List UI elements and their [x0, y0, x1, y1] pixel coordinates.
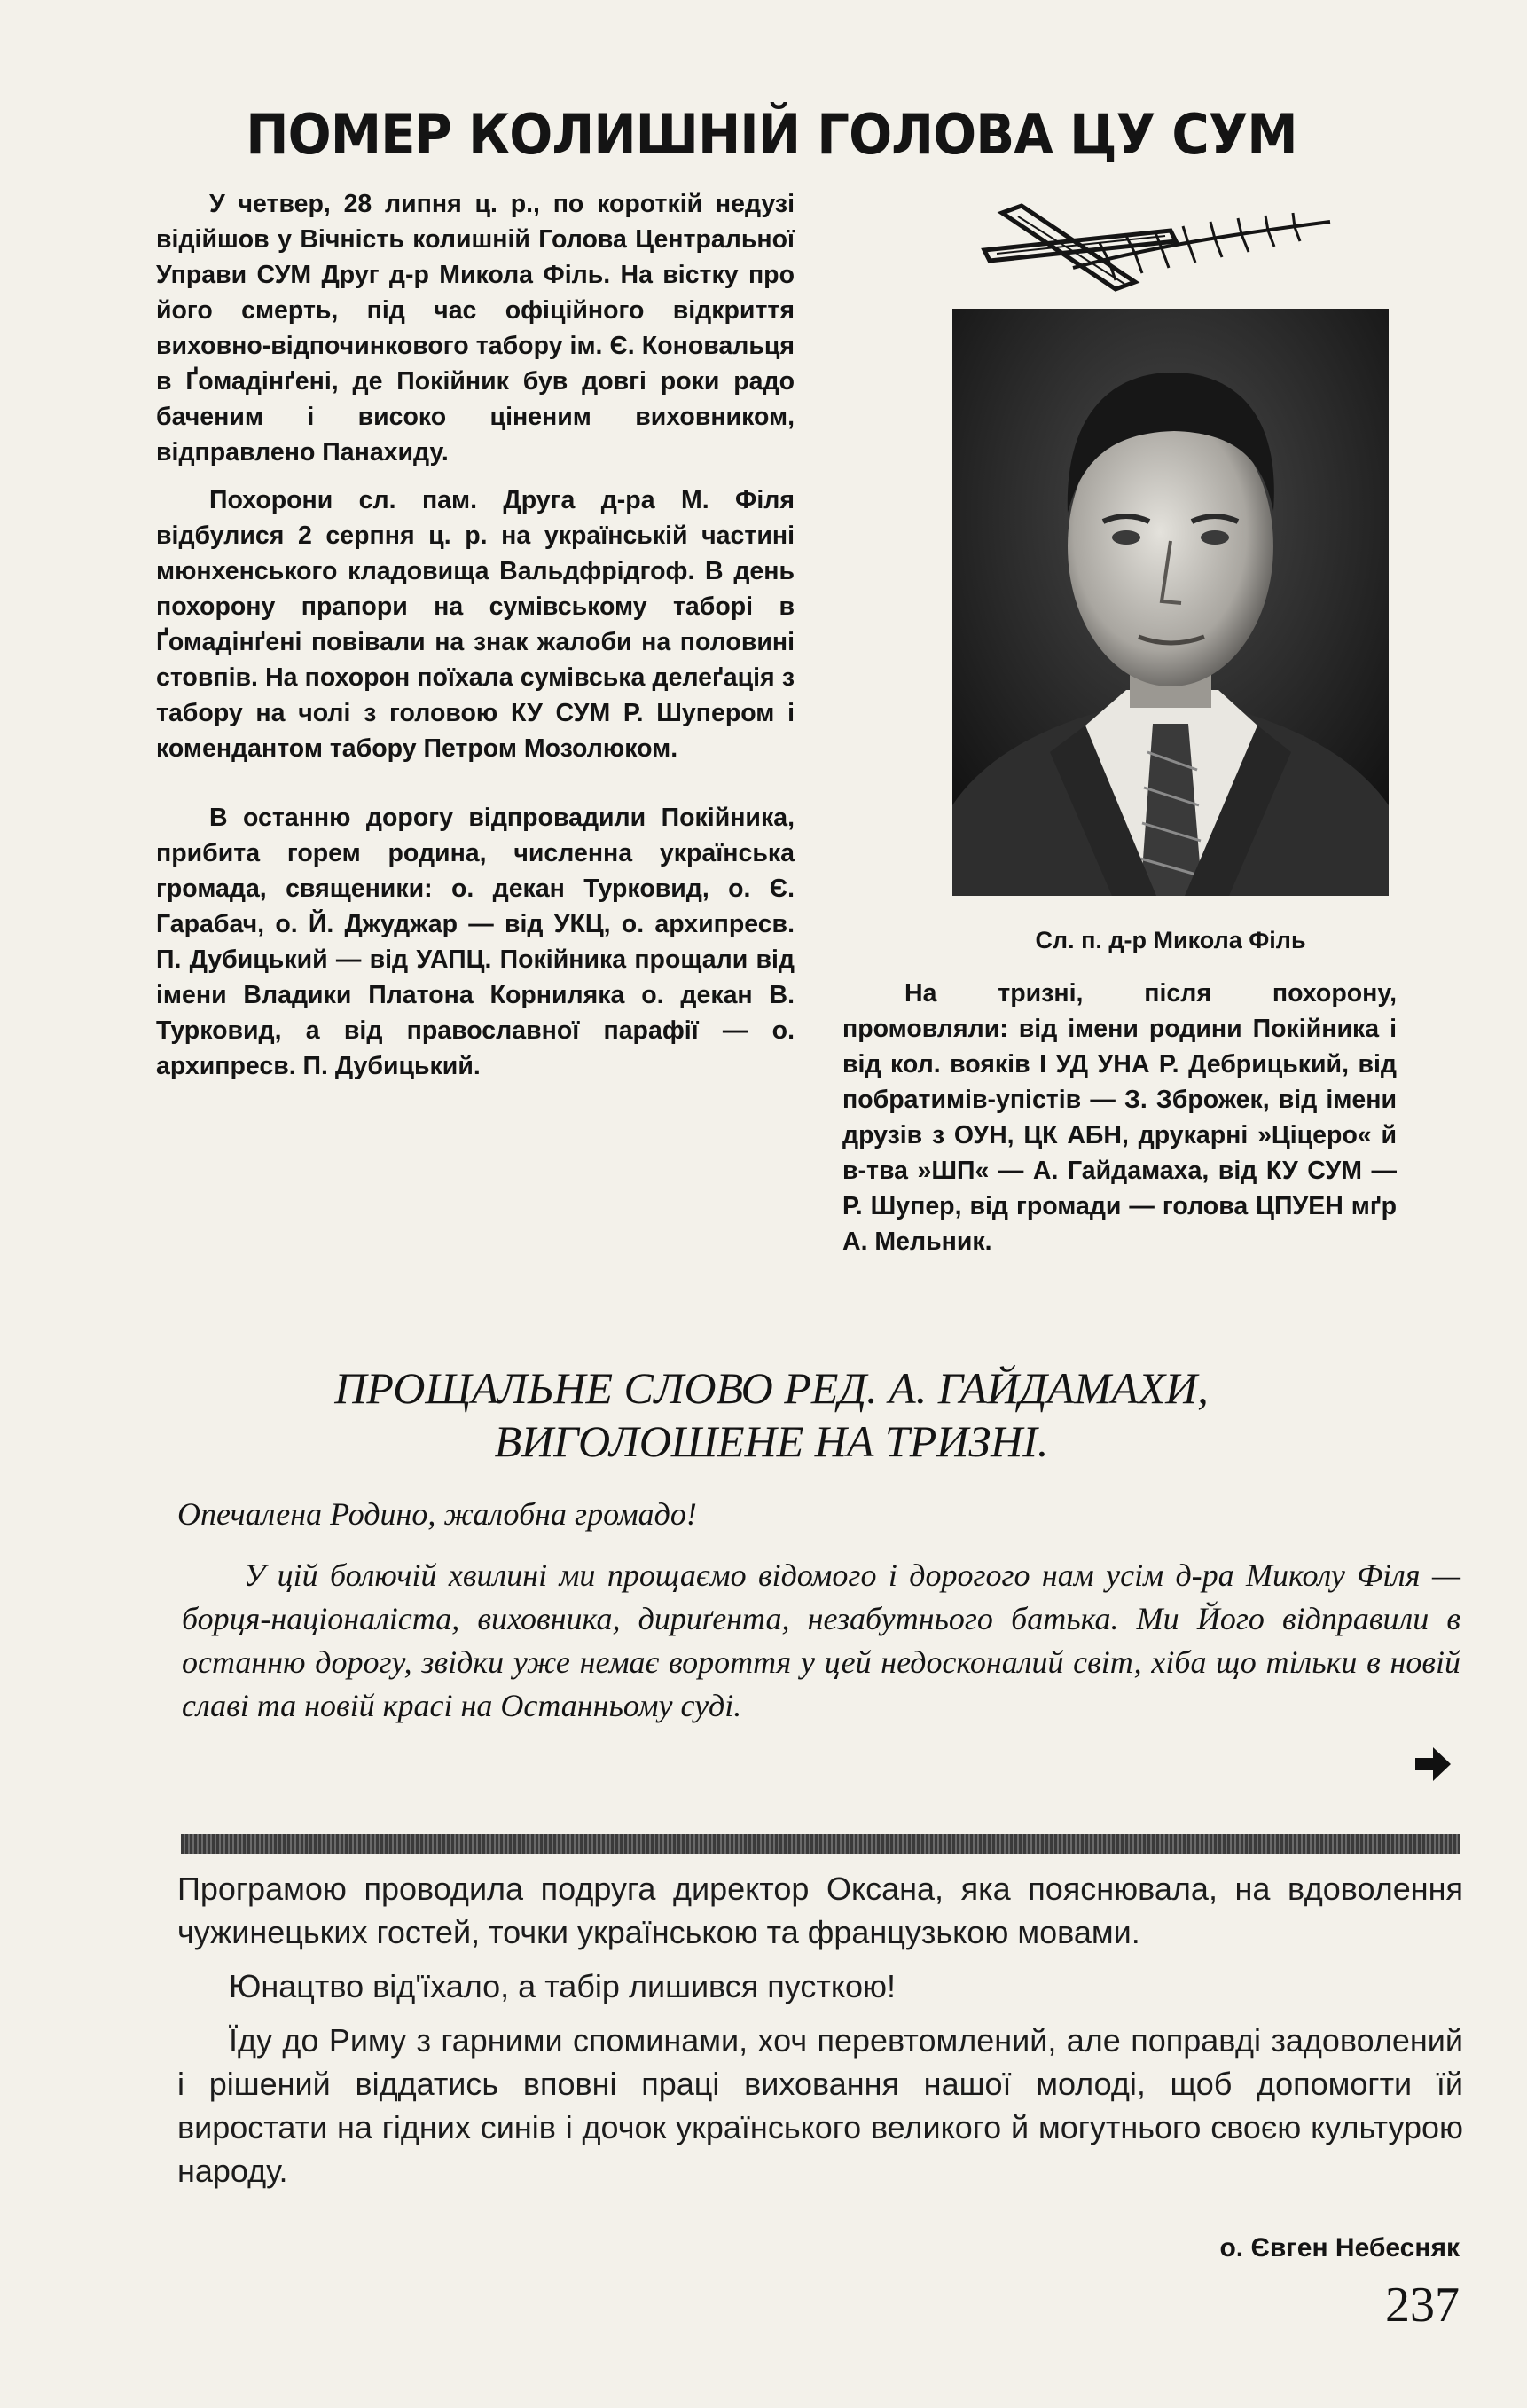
continued-text [177, 1867, 1463, 2203]
photo-caption: Сл. п. д-р Микола Філь [1035, 927, 1306, 953]
farewell-body: У цій болючій хвилині ми прощаємо відомого і дорогого нам усім д-ра Миколу Філя — борця-націоналіста, виховника, дириґента, незабутнього батька. Ми Його відправили в останню дорогу, звідки уже немає вороття у цей недосконалий світ, хіба що тільки в новій славі та новій красі на Останньому суді. [182, 1557, 1460, 1723]
arrow-right-icon [1413, 1745, 1453, 1784]
article-headline: ПОМЕР КОЛИШНІЙ ГОЛОВА ЦУ СУМ [246, 102, 1297, 167]
continued-paragraph: Їду до Риму з гарними споминами, хоч перевтомлений, але поправді задоволений і рішений віддатись вповні праці виховання нашої молоді, щоб допомогти їй виростати на гідних синів і дочок українського великого й могутнього своєю культурою народу. [177, 2022, 1463, 2189]
article-paragraph: Похорони сл. пам. Друга д-ра М. Філя відбулися 2 серпня ц. р. на українській частині мюнхенського кладовища Вальдфрідгоф. В день похорону прапори на сумівському таборі в Ґомадінґені повівали на знак жалоби на половині стовпів. На похорон поїхала сумівська делеґація з табору на чолі з головою КУ СУМ Р. Шупером і комендантом табору Петром Мозолюком. [156, 486, 795, 763]
continued-paragraph: Юнацтво від'їхало, а табір лишився пусткою! [229, 1968, 897, 2004]
page-number: 237 [1385, 2278, 1460, 2333]
article-paragraph: У четвер, 28 липня ц. р., по короткій недузі відійшов у Вічність колишній Голова Центральної Управи СУМ Друг д-р Микола Філь. На вістку про його смерть, під час офіційного відкриття виховно-відпочинкового табору ім. Є. Коновальця в Ґомадінґені, де Покійник був довгі роки радо баченим і високо цінeним виховником, відправлено Панахиду. [156, 190, 795, 467]
continued-paragraph: Програмою проводила подруга директор Оксана, яка пояснювала, на вдоволення чужинецьких гостей, точки українською та французькою мовами. [177, 1871, 1463, 1950]
article-left-column [156, 186, 795, 1118]
author-signature: о. Євген Небесняк [1219, 2233, 1460, 2263]
section-divider [181, 1834, 1460, 1854]
portrait-photo [952, 309, 1389, 896]
farewell-salutation: Опечалена Родино, жалобна громадо! [177, 1496, 697, 1532]
farewell-title: ПРОЩАЛЬНЕ СЛОВО РЕД. А. ГАЙДАМАХИ, ВИГОЛОШЕНЕ НА ТРИЗНІ. [334, 1363, 1209, 1466]
article-paragraph: В останню дорогу відпровадили Покійника, прибита горем родина, численна українська громада, священики: о. декан Турковид, о. Є. Гарабач, о. Й. Джуджар — від УКЦ, о. архипресв. П. Дубицький — від УАПЦ. Покійника прощали від імени Владики Платона Корниляка о. декан В. Турковид, а від православної парафії — о. архипресв. П. Дубицький. [156, 804, 795, 1080]
article-right-column: На тризні, після похорону, промовляли: від імени родини Покійника і від кол. вояків І УД УНА Р. Дебрицький, від побратимів-упістів — З. Зброжек, від імени друзів з ОУН, ЦК АБН, друкарні »Ціцеро« й в-тва »ШП« — А. Гайдамаха, від КУ СУМ — Р. Шупер, від громади — голова ЦПУЕН мґр А. Мельник. [842, 979, 1397, 1256]
cross-and-palm-icon [967, 197, 1339, 294]
